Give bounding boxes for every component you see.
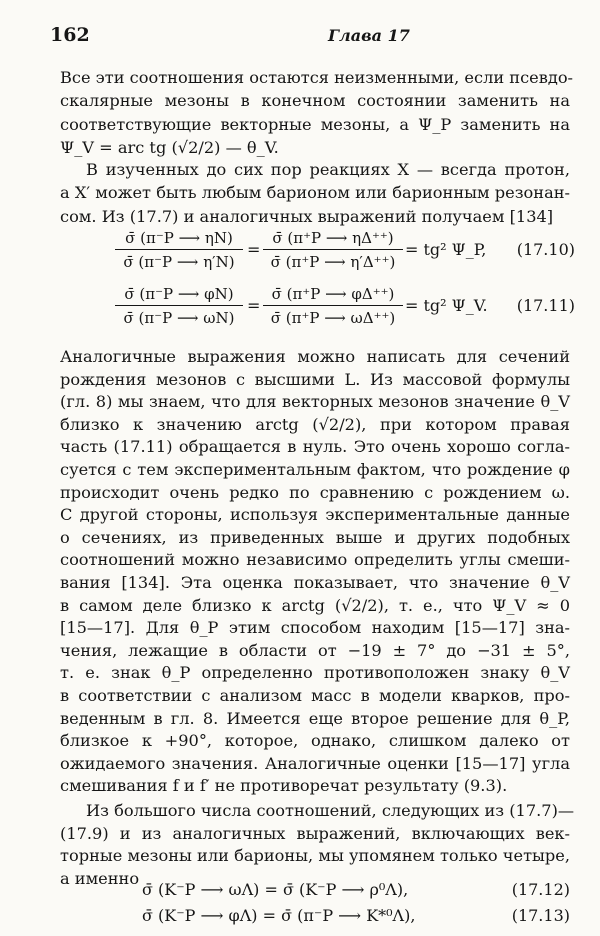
equals-sign: = (247, 296, 261, 315)
text-line: т. е. знак θ_P определенно противоположен знаку θ_V (60, 663, 570, 683)
equation-17-12 (142, 880, 570, 906)
rhs-fraction (263, 284, 403, 328)
lhs-fraction (115, 228, 243, 272)
rhs-denominator: σ̄ (π⁺P ⟶ η′Δ⁺⁺) (270, 253, 396, 271)
text-line: происходит очень редко по сравнению с рождением ω. (60, 482, 570, 502)
equation-expression: σ̄ (K⁻P ⟶ φΛ) = σ̄ (π⁻P ⟶ K*⁰Λ), (142, 906, 416, 925)
text-line: торные мезоны или барионы, мы упомянем только четыре, (60, 846, 570, 866)
text-line: ожидаемого значения. Аналогичные оценки [15—17] угла (60, 753, 570, 773)
text-line: суется с тем экспериментальным фактом, что рождение φ (60, 459, 570, 479)
equation-number: (17.11) (516, 296, 575, 315)
fraction-bar (263, 249, 403, 250)
fraction-bar (115, 305, 243, 306)
text-line: в самом деле близко к arctg (√2/2), т. е., что Ψ_V ≈ 0 (60, 595, 570, 615)
text-line: В изученных до сих пор реакциях X — всегда протон, (86, 160, 570, 179)
lhs-numerator: σ̄ (π⁻P ⟶ ηN) (125, 229, 233, 247)
text-line: а X′ может быть любым барионом или барионным резонан- (60, 183, 570, 203)
text-line: часть (17.11) обращается в нуль. Это очень хорошо согла- (60, 437, 570, 457)
text-line: Из большого числа соотношений, следующих из (17.7)— (86, 801, 575, 820)
text-line: соотношений можно независимо определить углы смеши- (60, 550, 570, 570)
equation-result: = tg² Ψ_V. (405, 296, 488, 315)
text-line: близко к значению arctg (√2/2), при котором правая (60, 414, 570, 434)
lhs-denominator: σ̄ (π⁻P ⟶ ωN) (123, 309, 235, 327)
text-line: близкое к +90°, которое, однако, слишком далеко от (60, 731, 570, 751)
chapter-title: Глава 17 (328, 26, 410, 45)
text-line: рождения мезонов с высшими L. Из массовой формулы (60, 369, 570, 389)
lhs-numerator: σ̄ (π⁻P ⟶ φN) (124, 285, 234, 303)
text-line: в соответствии с анализом масс в модели кварков, про- (60, 685, 570, 705)
equation-17-10 (105, 228, 575, 276)
equation-number: (17.10) (516, 240, 575, 259)
page-number: 162 (50, 24, 90, 46)
text-line: чения, лежащие в области от −19 ± 7° до −31 ± 5°, (60, 640, 570, 660)
text-line: [15—17]. Для θ_P этим способом находим [15—17] зна- (60, 618, 570, 638)
paragraph-4 (60, 800, 575, 890)
lhs-fraction (115, 284, 243, 328)
text-line: смешивания f и f′ не противоречат результату (9.3). (60, 776, 508, 796)
equation-17-13 (142, 906, 570, 932)
text-line: сом. Из (17.7) и аналогичных выражений получаем [134] (60, 206, 554, 226)
text-line: вания [134]. Эта оценка показывает, что значение θ_V (60, 572, 570, 592)
fraction-bar (115, 249, 243, 250)
fraction-bar (263, 305, 403, 306)
text-line: Аналогичные выражения можно написать для сечений (60, 347, 570, 366)
paragraph-2 (60, 158, 570, 228)
equals-sign: = (247, 240, 261, 259)
text-line: (гл. 8) мы знаем, что для векторных мезонов значение θ_V (60, 392, 570, 412)
text-line: Все эти соотношения остаются неизменными, если псевдо- (60, 68, 574, 87)
text-line: (17.9) и из аналогичных выражений, включающих век- (60, 823, 570, 843)
equation-number: (17.13) (511, 906, 570, 925)
equation-number: (17.12) (511, 880, 570, 899)
text-line: С другой стороны, используя экспериментальные данные (60, 505, 570, 525)
rhs-fraction (263, 228, 403, 272)
rhs-denominator: σ̄ (π⁺P ⟶ ωΔ⁺⁺) (270, 309, 396, 327)
equation-result: = tg² Ψ_P, (405, 240, 487, 259)
text-line: скалярные мезоны в конечном состоянии заменить на (60, 91, 570, 111)
paragraph-1 (60, 66, 574, 159)
text-line: о сечениях, из приведенных выше и других подобных (60, 527, 570, 547)
rhs-numerator: σ̄ (π⁺P ⟶ ηΔ⁺⁺) (272, 229, 394, 247)
equation-expression: σ̄ (K⁻P ⟶ ωΛ) = σ̄ (K⁻P ⟶ ρ⁰Λ), (142, 880, 409, 899)
text-line: соответствующие векторные мезоны, а Ψ_P заменить на (60, 114, 570, 134)
lhs-denominator: σ̄ (π⁻P ⟶ η′N) (123, 253, 235, 271)
equation-17-11 (105, 284, 575, 332)
text-line: Ψ_V = arc tg (√2/2) — θ_V. (60, 137, 279, 157)
text-line: а именно (60, 868, 140, 888)
paragraph-3 (60, 346, 570, 798)
page-header (50, 24, 570, 54)
rhs-numerator: σ̄ (π⁺P ⟶ φΔ⁺⁺) (271, 285, 395, 303)
text-line: веденным в гл. 8. Имеется еще второе решение для θ_P, (60, 708, 570, 728)
